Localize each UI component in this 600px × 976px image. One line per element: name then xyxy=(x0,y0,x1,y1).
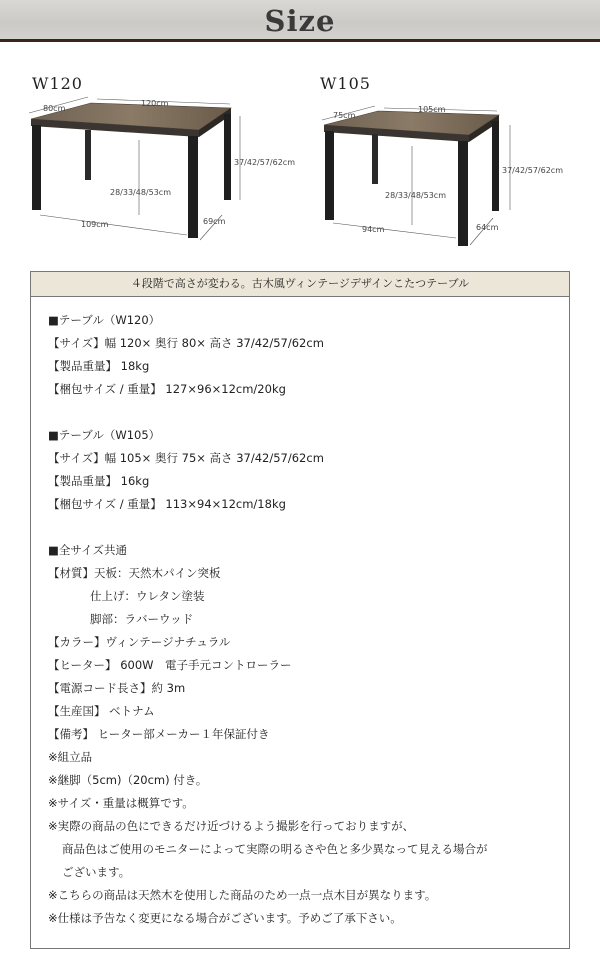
model-label-w120: W120 xyxy=(32,74,83,93)
spec-line: 【カラー】ヴィンテージナチュラル xyxy=(48,635,231,649)
spec-line: 【サイズ】幅 105× 奥行 75× 高さ 37/42/57/62cm xyxy=(48,451,324,465)
spec-line: 商品色はご使用のモニターによって実際の明るさや色と多少異なって見える場合が xyxy=(62,842,488,856)
table-leg xyxy=(32,125,41,210)
spec-line: 【梱包サイズ / 重量】 113×94×12cm/18kg xyxy=(48,497,286,511)
table-leg xyxy=(85,130,91,180)
spec-line: 【梱包サイズ / 重量】 127×96×12cm/20kg xyxy=(48,382,286,396)
spec-line: ■テーブル（W105） xyxy=(48,428,161,442)
spec-box xyxy=(30,271,570,949)
table-leg xyxy=(458,141,468,246)
dim-width-w105: 105cm xyxy=(418,105,446,114)
spec-line: 【製品重量】 18kg xyxy=(48,359,150,373)
spec-line: ※組立品 xyxy=(48,750,93,764)
spec-line: 【ヒーター】 600W 電子手元コントローラー xyxy=(48,658,292,672)
spec-line: 【電源コード長さ】約 3m xyxy=(48,681,186,695)
spec-line: ※実際の商品の色にできるだけ近づけるよう撮影を行っておりますが、 xyxy=(48,819,415,833)
page-header xyxy=(0,0,600,42)
spec-line: 仕上げ：ウレタン塗装 xyxy=(90,589,205,603)
table-leg xyxy=(325,131,334,220)
table-leg xyxy=(188,136,198,238)
dim-depth-w105: 75cm xyxy=(333,111,356,120)
dim-height-w120: 37/42/57/62cm xyxy=(234,158,295,167)
spec-line: ※仕様は予告なく変更になる場合がございます。予めご了承下さい。 xyxy=(48,911,402,925)
spec-line: 【サイズ】幅 120× 奥行 80× 高さ 37/42/57/62cm xyxy=(48,336,324,350)
dim-height-w105: 37/42/57/62cm xyxy=(502,166,563,175)
dim-leg-span-x-w120: 109cm xyxy=(81,220,109,229)
table-diagram-w120 xyxy=(0,90,300,260)
spec-line: ※こちらの商品は天然木を使用した商品のため一点一点木目が異なります。 xyxy=(48,888,437,902)
spec-line: ■テーブル（W120） xyxy=(48,313,161,327)
spec-line: 脚部：ラバーウッド xyxy=(90,612,194,626)
spec-headline: ４段階で高さが変わる。古木風ヴィンテージデザインこたつテーブル xyxy=(31,272,569,297)
dim-inner-height-w105: 28/33/48/53cm xyxy=(385,191,446,200)
spec-line: ■全サイズ共通 xyxy=(48,543,127,557)
spec-line: ※サイズ・重量は概算です。 xyxy=(48,796,194,810)
spec-line: 【材質】天板：天然木パイン突板 xyxy=(48,566,221,580)
page-title: Size xyxy=(264,4,336,38)
model-label-w105: W105 xyxy=(320,74,371,93)
spec-line: 【製品重量】 16kg xyxy=(48,474,150,488)
table-diagram-w105 xyxy=(300,90,600,260)
spec-line: 【備考】 ヒーター部メーカー１年保証付き xyxy=(48,727,270,741)
dim-inner-height-w120: 28/33/48/53cm xyxy=(110,188,171,197)
dim-width-w120: 120cm xyxy=(141,99,169,108)
table-leg xyxy=(224,114,231,200)
dim-leg-span-y-w105: 64cm xyxy=(476,223,499,232)
table-leg xyxy=(372,134,378,184)
header-rule xyxy=(0,39,600,42)
dim-depth-w120: 80cm xyxy=(43,104,66,113)
dim-leg-span-y-w120: 69cm xyxy=(203,217,226,226)
table-leg xyxy=(492,121,499,211)
spec-line: 【生産国】 ベトナム xyxy=(48,704,155,718)
dim-leg-span-x-w105: 94cm xyxy=(362,225,385,234)
spec-line: ございます。 xyxy=(62,865,131,879)
spec-line: ※継脚（5cm)（20cm) 付き。 xyxy=(48,773,208,787)
